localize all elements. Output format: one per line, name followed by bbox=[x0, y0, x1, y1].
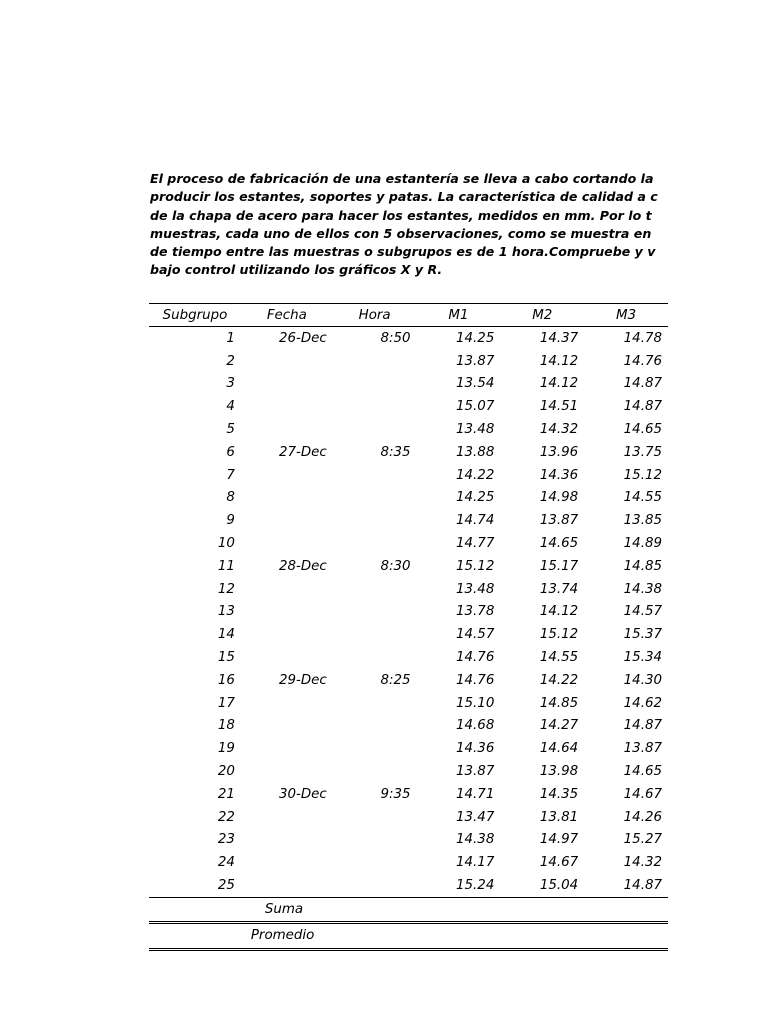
cell-m2: 14.51 bbox=[539, 399, 579, 415]
table-row bbox=[149, 532, 668, 555]
cell-m3: 14.87 bbox=[623, 399, 662, 415]
cell-fecha bbox=[241, 350, 333, 373]
cell-hora: 8:50 bbox=[380, 330, 411, 346]
cell-m2: 13.74 bbox=[539, 581, 579, 597]
cell-m1: 14.76 bbox=[456, 650, 495, 666]
cell-m1: 14.77 bbox=[456, 536, 495, 552]
cell-m3: 14.87 bbox=[623, 718, 662, 734]
cell-m1: 15.10 bbox=[456, 695, 495, 711]
cell-m1: 14.17 bbox=[456, 855, 495, 871]
cell-subgrupo: 20 bbox=[217, 764, 235, 780]
cell-m1: 14.74 bbox=[456, 513, 495, 529]
cell-m2: 14.97 bbox=[539, 832, 579, 848]
cell-subgrupo: 7 bbox=[226, 467, 235, 483]
problem-statement-line: de tiempo entre las muestras o subgrupos es de 1 hora.Compruebe y v bbox=[150, 244, 656, 260]
cell-hora bbox=[333, 601, 417, 624]
cell-fecha bbox=[241, 532, 333, 555]
cell-subgrupo: 2 bbox=[226, 353, 235, 369]
cell-m1: 13.54 bbox=[456, 376, 495, 392]
cell-hora: 8:35 bbox=[380, 444, 411, 460]
cell-m2: 13.98 bbox=[539, 764, 579, 780]
cell-m3: 14.26 bbox=[623, 809, 662, 825]
cell-fecha: 27-Dec bbox=[278, 444, 327, 460]
cell-m3: 14.89 bbox=[623, 536, 662, 552]
cell-fecha: 28-Dec bbox=[278, 558, 327, 574]
cell-fecha: 26-Dec bbox=[278, 330, 327, 346]
cell-fecha bbox=[241, 874, 333, 897]
cell-m2: 13.96 bbox=[539, 444, 579, 460]
cell-m3: 14.38 bbox=[623, 581, 662, 597]
table-row bbox=[149, 578, 668, 601]
cell-m1: 15.12 bbox=[456, 558, 495, 574]
cell-m3: 14.32 bbox=[623, 855, 662, 871]
cell-subgrupo: 18 bbox=[217, 718, 235, 734]
promedio-label: Promedio bbox=[241, 922, 333, 949]
promedio-row bbox=[149, 922, 668, 949]
cell-subgrupo: 24 bbox=[217, 855, 235, 871]
table-row bbox=[149, 669, 668, 692]
table-header-row bbox=[149, 304, 668, 327]
cell-fecha: 29-Dec bbox=[278, 672, 327, 688]
table-row bbox=[149, 509, 668, 532]
cell-m3: 13.75 bbox=[623, 444, 662, 460]
cell-m1: 13.48 bbox=[456, 422, 495, 438]
table-row bbox=[149, 760, 668, 783]
cell-m3: 14.87 bbox=[584, 874, 668, 897]
cell-fecha: 30-Dec bbox=[278, 786, 327, 802]
cell-hora: 9:35 bbox=[380, 786, 411, 802]
cell-fecha bbox=[241, 646, 333, 669]
cell-hora bbox=[333, 806, 417, 829]
cell-m1: 14.68 bbox=[456, 718, 495, 734]
table-row bbox=[149, 418, 668, 441]
cell-fecha bbox=[241, 395, 333, 418]
cell-hora bbox=[333, 623, 417, 646]
cell-hora bbox=[333, 737, 417, 760]
cell-m2: 14.37 bbox=[539, 330, 579, 346]
cell-hora bbox=[333, 874, 417, 897]
cell-hora bbox=[333, 646, 417, 669]
cell-m3: 14.87 bbox=[623, 376, 662, 392]
cell-m2: 14.64 bbox=[539, 741, 579, 757]
cell-hora bbox=[333, 532, 417, 555]
cell-m1: 13.78 bbox=[456, 604, 495, 620]
cell-m1: 14.36 bbox=[456, 741, 495, 757]
cell-m3: 15.34 bbox=[623, 650, 662, 666]
cell-m1: 14.38 bbox=[456, 832, 495, 848]
cell-m2: 14.22 bbox=[539, 672, 579, 688]
cell-subgrupo: 4 bbox=[226, 399, 235, 415]
cell-m3: 14.78 bbox=[623, 330, 662, 346]
cell-m2: 14.32 bbox=[539, 422, 579, 438]
problem-statement-line: El proceso de fabricación de una estantería se lleva a cabo cortando la bbox=[150, 171, 654, 186]
table-row bbox=[149, 806, 668, 829]
cell-m3: 14.30 bbox=[623, 672, 662, 688]
cell-m2: 14.12 bbox=[539, 604, 579, 620]
table-row bbox=[149, 715, 668, 738]
table-row bbox=[149, 487, 668, 510]
table-row bbox=[149, 327, 668, 350]
cell-subgrupo: 3 bbox=[226, 376, 235, 392]
table-row bbox=[149, 737, 668, 760]
cell-m2: 14.35 bbox=[539, 786, 579, 802]
cell-m3: 15.12 bbox=[623, 467, 662, 483]
cell-hora bbox=[333, 464, 417, 487]
cell-m1: 15.24 bbox=[417, 874, 501, 897]
cell-m2: 15.12 bbox=[539, 627, 579, 643]
cell-m2: 15.04 bbox=[500, 874, 584, 897]
cell-hora bbox=[333, 509, 417, 532]
cell-subgrupo: 6 bbox=[226, 444, 235, 460]
cell-fecha bbox=[241, 692, 333, 715]
table-row bbox=[149, 441, 668, 464]
cell-m3: 14.55 bbox=[623, 490, 662, 506]
cell-hora bbox=[333, 715, 417, 738]
header-subgrupo: Subgrupo bbox=[149, 304, 241, 327]
cell-m2: 13.81 bbox=[539, 809, 579, 825]
cell-hora bbox=[333, 829, 417, 852]
cell-m1: 14.71 bbox=[456, 786, 495, 802]
cell-fecha bbox=[241, 509, 333, 532]
cell-m3: 14.62 bbox=[623, 695, 662, 711]
suma-label: Suma bbox=[241, 897, 333, 922]
cell-m3: 14.57 bbox=[623, 604, 662, 620]
cell-m2: 14.55 bbox=[539, 650, 579, 666]
cell-m1: 15.07 bbox=[456, 399, 495, 415]
table-row bbox=[149, 851, 668, 874]
cell-subgrupo: 23 bbox=[217, 832, 235, 848]
data-table bbox=[149, 303, 668, 951]
cell-m1: 13.87 bbox=[456, 353, 495, 369]
header-m1: M1 bbox=[417, 304, 501, 327]
problem-statement-line: producir los estantes, soportes y patas. La característica de calidad a c bbox=[150, 189, 658, 205]
cell-m2: 14.85 bbox=[539, 695, 579, 711]
problem-statement-line: de la chapa de acero para hacer los estantes, medidos en mm. Por lo t bbox=[150, 207, 652, 223]
table-row bbox=[149, 623, 668, 646]
cell-subgrupo: 25 bbox=[149, 874, 241, 897]
cell-m1: 14.76 bbox=[456, 672, 495, 688]
problem-statement-line: bajo control utilizando los gráficos X y R. bbox=[150, 262, 443, 278]
cell-m3: 15.37 bbox=[623, 627, 662, 643]
cell-fecha bbox=[241, 578, 333, 601]
cell-m1: 13.48 bbox=[456, 581, 495, 597]
cell-hora bbox=[333, 578, 417, 601]
cell-hora bbox=[333, 418, 417, 441]
table-row bbox=[149, 829, 668, 852]
cell-fecha bbox=[241, 418, 333, 441]
cell-fecha bbox=[241, 806, 333, 829]
table-row bbox=[149, 601, 668, 624]
cell-m2: 14.12 bbox=[539, 376, 579, 392]
cell-fecha bbox=[241, 715, 333, 738]
cell-fecha bbox=[241, 623, 333, 646]
cell-m1: 13.88 bbox=[456, 444, 495, 460]
cell-fecha bbox=[241, 851, 333, 874]
cell-m3: 13.87 bbox=[623, 741, 662, 757]
table-row bbox=[149, 350, 668, 373]
cell-subgrupo: 19 bbox=[217, 741, 235, 757]
cell-fecha bbox=[241, 760, 333, 783]
cell-m2: 14.36 bbox=[539, 467, 579, 483]
cell-m3: 14.76 bbox=[623, 353, 662, 369]
table-row bbox=[149, 783, 668, 806]
cell-m1: 14.57 bbox=[456, 627, 495, 643]
cell-m2: 14.65 bbox=[539, 536, 579, 552]
cell-m3: 14.65 bbox=[623, 422, 662, 438]
cell-m3: 14.67 bbox=[623, 786, 662, 802]
cell-hora bbox=[333, 487, 417, 510]
cell-subgrupo: 16 bbox=[217, 672, 235, 688]
cell-hora: 8:25 bbox=[380, 672, 411, 688]
suma-row bbox=[149, 897, 668, 922]
header-fecha: Fecha bbox=[241, 304, 333, 327]
cell-subgrupo: 8 bbox=[226, 490, 235, 506]
cell-hora bbox=[333, 350, 417, 373]
cell-fecha bbox=[241, 737, 333, 760]
cell-hora bbox=[333, 692, 417, 715]
cell-m2: 14.27 bbox=[539, 718, 579, 734]
cell-m3: 15.27 bbox=[623, 832, 662, 848]
cell-subgrupo: 17 bbox=[217, 695, 235, 711]
cell-hora bbox=[333, 760, 417, 783]
cell-fecha bbox=[241, 487, 333, 510]
cell-m3: 14.65 bbox=[623, 764, 662, 780]
cell-subgrupo: 9 bbox=[226, 513, 235, 529]
cell-hora bbox=[333, 373, 417, 396]
cell-subgrupo: 5 bbox=[226, 422, 235, 438]
cell-hora bbox=[333, 851, 417, 874]
table-row bbox=[149, 692, 668, 715]
data-table-container bbox=[149, 303, 668, 951]
table-row bbox=[149, 373, 668, 396]
cell-m2: 14.67 bbox=[539, 855, 579, 871]
header-hora: Hora bbox=[333, 304, 417, 327]
cell-m1: 14.25 bbox=[456, 490, 495, 506]
cell-m2: 15.17 bbox=[539, 558, 579, 574]
cell-m1: 14.25 bbox=[456, 330, 495, 346]
cell-subgrupo: 1 bbox=[226, 330, 235, 346]
header-m2: M2 bbox=[500, 304, 584, 327]
cell-m3: 14.85 bbox=[623, 558, 662, 574]
problem-statement bbox=[150, 170, 668, 280]
cell-subgrupo: 11 bbox=[217, 558, 235, 574]
cell-fecha bbox=[241, 464, 333, 487]
table-row bbox=[149, 395, 668, 418]
cell-m1: 13.87 bbox=[456, 764, 495, 780]
cell-m2: 13.87 bbox=[539, 513, 579, 529]
cell-subgrupo: 14 bbox=[217, 627, 235, 643]
cell-subgrupo: 10 bbox=[217, 536, 235, 552]
cell-subgrupo: 15 bbox=[217, 650, 235, 666]
cell-m1: 14.22 bbox=[456, 467, 495, 483]
cell-fecha bbox=[241, 601, 333, 624]
cell-fecha bbox=[241, 373, 333, 396]
table-row bbox=[149, 464, 668, 487]
cell-m2: 14.98 bbox=[539, 490, 579, 506]
cell-m3: 13.85 bbox=[623, 513, 662, 529]
cell-subgrupo: 13 bbox=[217, 604, 235, 620]
table-row bbox=[149, 646, 668, 669]
table-row bbox=[149, 874, 668, 897]
cell-m1: 13.47 bbox=[456, 809, 495, 825]
cell-subgrupo: 12 bbox=[217, 581, 235, 597]
cell-subgrupo: 22 bbox=[217, 809, 235, 825]
problem-statement-line: muestras, cada uno de ellos con 5 observaciones, como se muestra en bbox=[150, 225, 652, 241]
cell-fecha bbox=[241, 829, 333, 852]
cell-m2: 14.12 bbox=[539, 353, 579, 369]
header-m3: M3 bbox=[584, 304, 668, 327]
cell-hora bbox=[333, 395, 417, 418]
cell-subgrupo: 21 bbox=[217, 786, 235, 802]
table-row bbox=[149, 555, 668, 578]
cell-hora: 8:30 bbox=[380, 558, 411, 574]
